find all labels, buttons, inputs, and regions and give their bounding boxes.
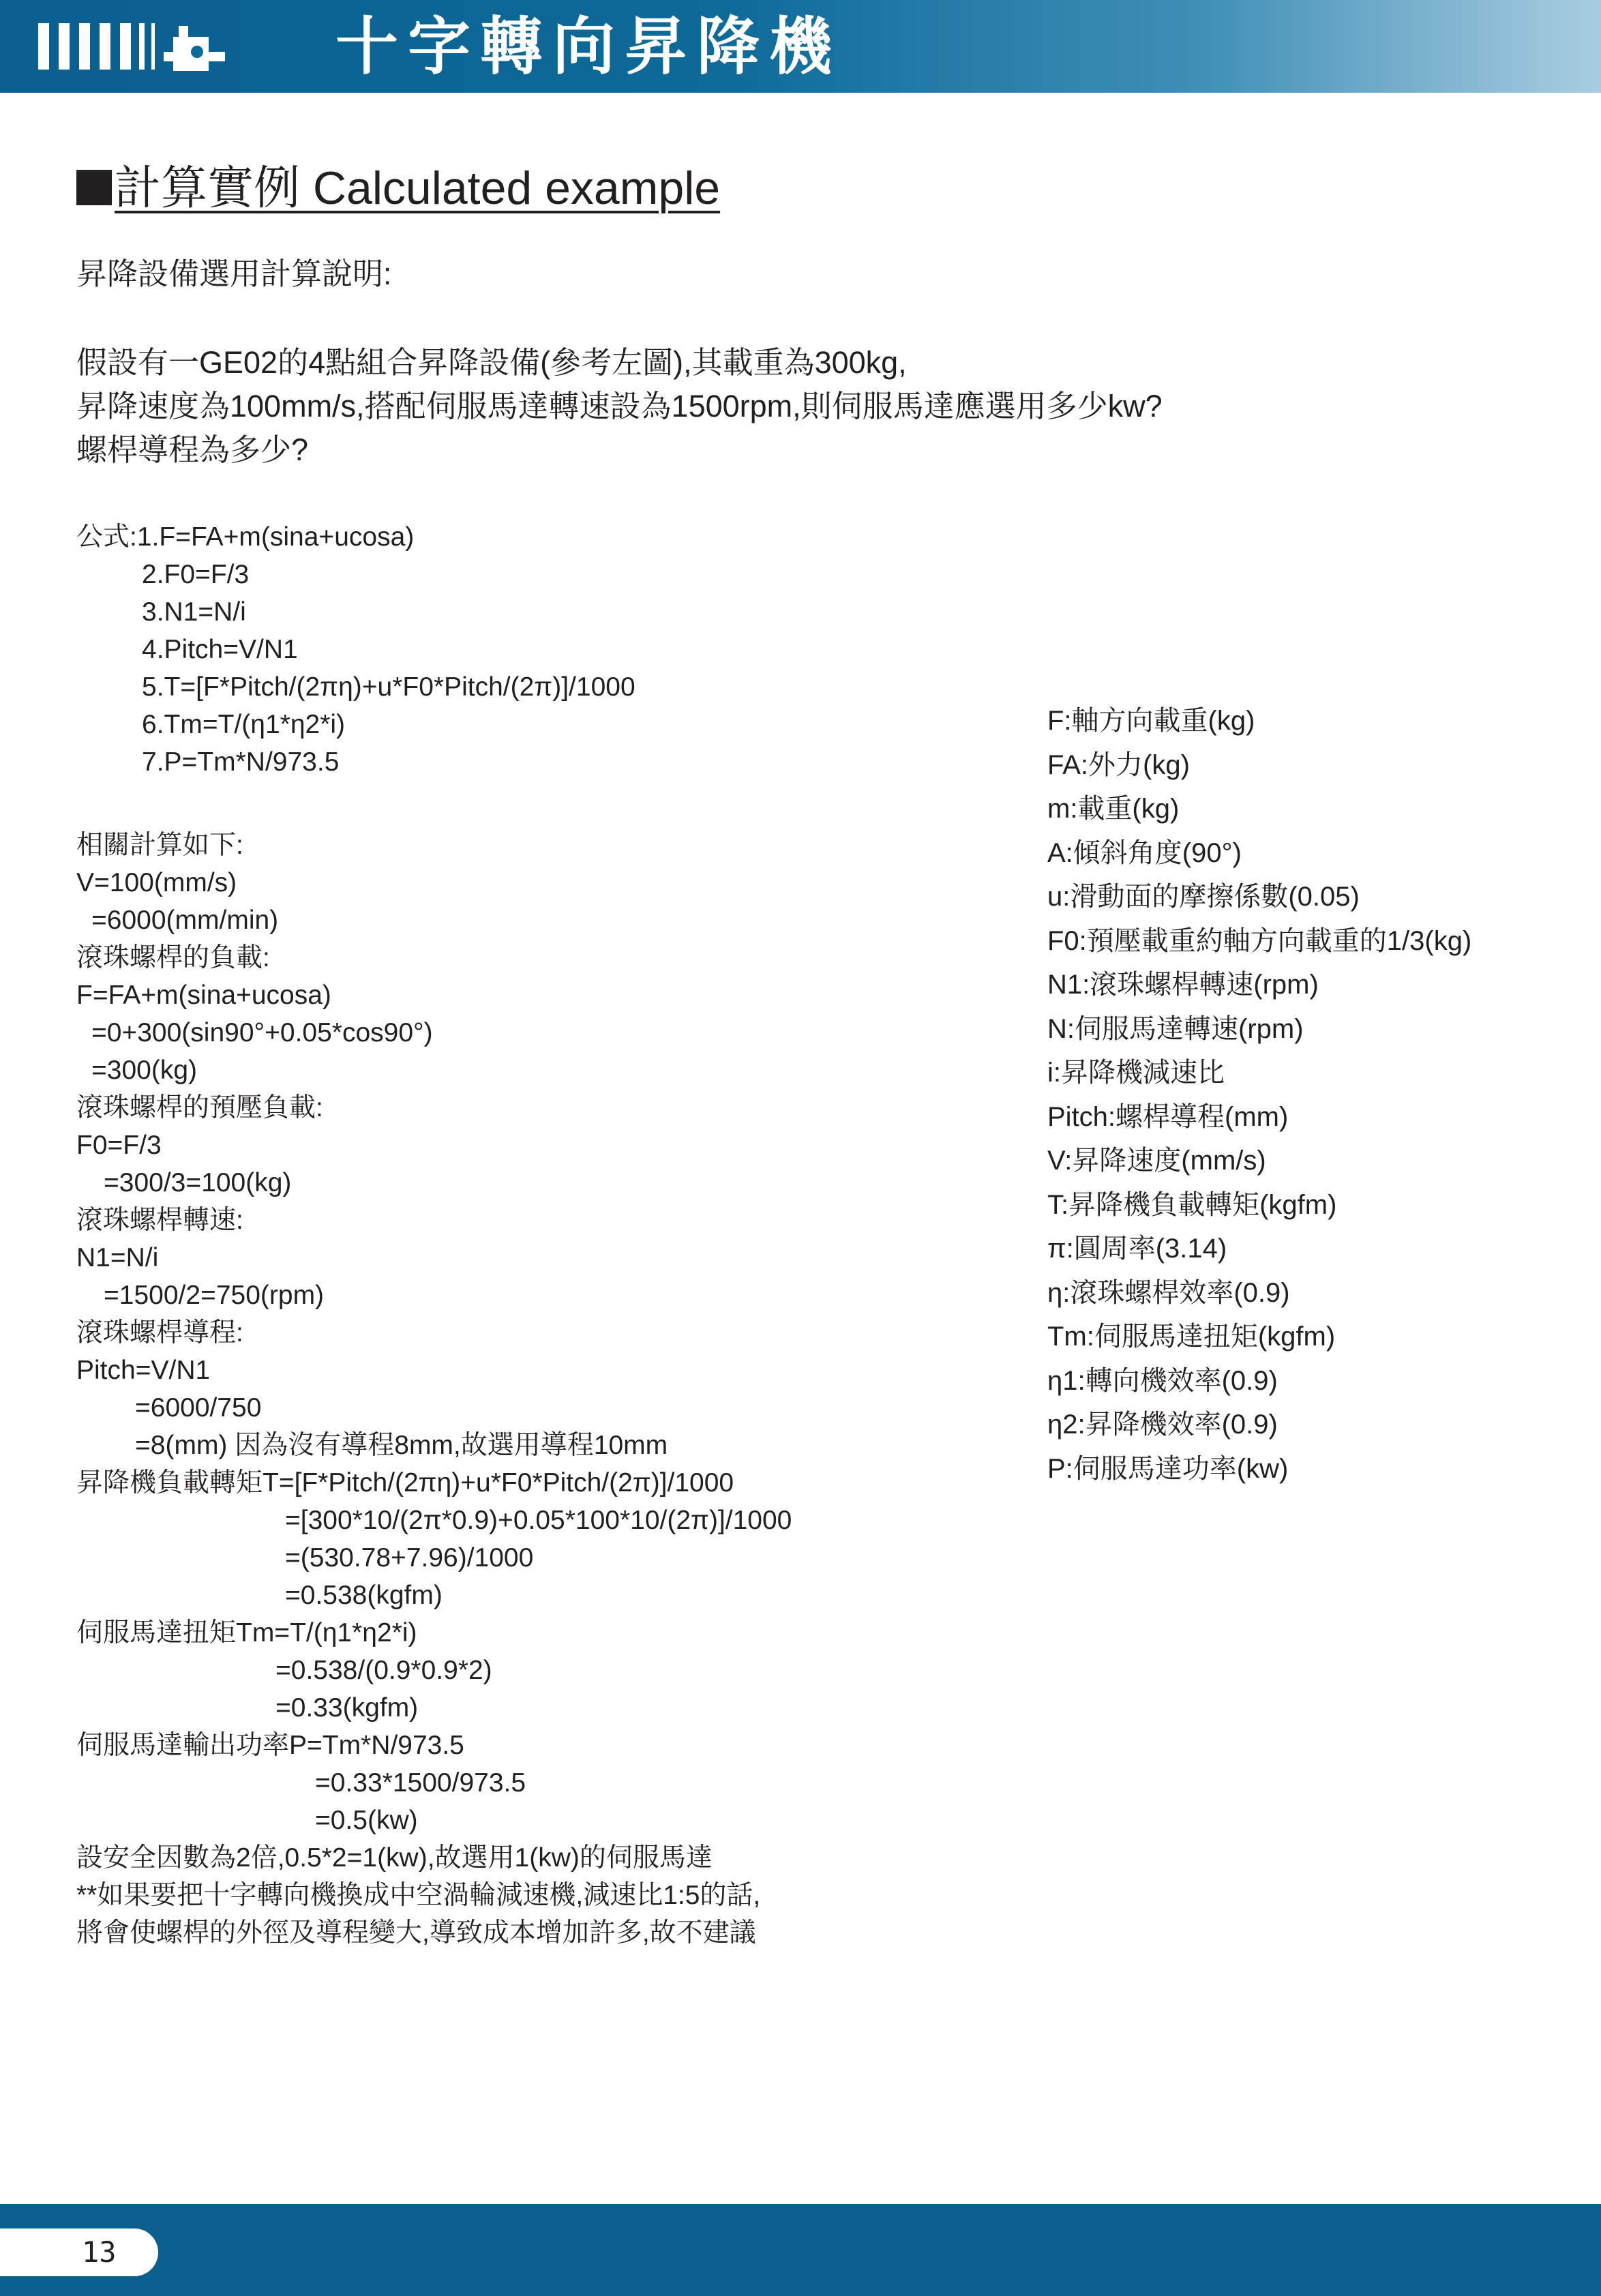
legend-item: i:昇降機減速比 bbox=[1047, 1058, 1225, 1088]
page-header-title: 十字轉向昇降機 bbox=[335, 10, 842, 83]
legend-item: A:傾斜角度(90°) bbox=[1047, 837, 1242, 868]
calc-line: 伺服馬達扭矩Tm=T/(η1*η2*i) bbox=[76, 1618, 417, 1648]
section-title bbox=[76, 155, 720, 221]
calc-line: =0.5(kw) bbox=[315, 1806, 418, 1835]
calc-line: =[300*10/(2π*0.9)+0.05*100*10/(2π)]/1000 bbox=[285, 1506, 792, 1535]
formula-list bbox=[76, 518, 635, 781]
calc-line: =6000/750 bbox=[135, 1393, 262, 1422]
calc-line: 設安全因數為2倍,0.5*2=1(kw),故選用1(kw)的伺服馬達 bbox=[76, 1843, 713, 1873]
legend-item: m:載重(kg) bbox=[1047, 794, 1180, 824]
calc-line: F=FA+m(sina+ucosa) bbox=[76, 981, 331, 1010]
formula-line: 4.Pitch=V/N1 bbox=[142, 635, 298, 664]
formula-line: 6.Tm=T/(η1*η2*i) bbox=[142, 710, 346, 739]
calc-line: =(530.78+7.96)/1000 bbox=[285, 1543, 534, 1572]
section-title-text: 計算實例 Calculated example bbox=[115, 162, 721, 214]
legend-item: η2:昇降機效率(0.9) bbox=[1047, 1410, 1278, 1440]
calc-line: 伺服馬達輸出功率P=Tm*N/973.5 bbox=[76, 1731, 464, 1760]
calc-line: =0.33(kgfm) bbox=[275, 1693, 419, 1723]
calc-line: 相關計算如下: bbox=[76, 831, 243, 860]
header-band bbox=[0, 0, 1601, 93]
legend-item: FA:外力(kg) bbox=[1047, 749, 1190, 780]
intro-heading: 昇降設備選用計算說明: bbox=[76, 256, 392, 291]
calc-line: =0+300(sin90°+0.05*cos90°) bbox=[91, 1018, 433, 1047]
footer-band bbox=[0, 2204, 1601, 2296]
legend-item: Tm:伺服馬達扭矩(kgfm) bbox=[1047, 1322, 1336, 1352]
calc-line: V=100(mm/s) bbox=[76, 868, 237, 897]
calc-line: 滾珠螺桿轉速: bbox=[76, 1206, 243, 1235]
calc-line: =8(mm) 因為沒有導程8mm,故選用導程10mm bbox=[135, 1431, 668, 1460]
legend-item: N:伺服馬達轉速(rpm) bbox=[1047, 1013, 1304, 1044]
calc-line: =0.33*1500/973.5 bbox=[315, 1768, 526, 1798]
square-bullet-icon bbox=[76, 170, 112, 205]
calc-line: 將會使螺桿的外徑及導程變大,導致成本增加許多,故不建議 bbox=[76, 1918, 756, 1948]
legend-item: P:伺服馬達功率(kw) bbox=[1047, 1453, 1289, 1484]
calc-line: **如果要把十字轉向機換成中空渦輪減速機,減速比1:5的話, bbox=[76, 1881, 761, 1910]
legend-item: η:滾珠螺桿效率(0.9) bbox=[1047, 1277, 1290, 1308]
legend-item: π:圓周率(3.14) bbox=[1047, 1234, 1227, 1264]
calc-line: =300/3=100(kg) bbox=[104, 1168, 292, 1197]
legend-item: N1:滾珠螺桿轉速(rpm) bbox=[1047, 970, 1319, 1000]
legend-item: u:滑動面的摩擦係數(0.05) bbox=[1047, 882, 1360, 912]
intro-line: 假設有一GE02的4點組合昇降設備(參考左圖),其載重為300kg, bbox=[76, 345, 907, 380]
calculation-list bbox=[76, 826, 792, 1952]
calc-line: =1500/2=750(rpm) bbox=[104, 1281, 325, 1310]
legend-item: η1:轉向機效率(0.9) bbox=[1047, 1365, 1278, 1396]
formula-line: 5.T=[F*Pitch/(2πη)+u*F0*Pitch/(2π)]/1000 bbox=[142, 672, 635, 702]
legend-item: Pitch:螺桿導程(mm) bbox=[1047, 1101, 1289, 1132]
calc-line: =0.538/(0.9*0.9*2) bbox=[275, 1656, 492, 1685]
calc-line: 滾珠螺桿導程: bbox=[76, 1318, 243, 1347]
calc-line: N1=N/i bbox=[76, 1243, 159, 1272]
formula-line: 2.F0=F/3 bbox=[142, 560, 250, 589]
legend-item: T:昇降機負載轉矩(kgfm) bbox=[1047, 1189, 1337, 1220]
calc-line: =6000(mm/min) bbox=[91, 906, 279, 935]
calc-line: F0=F/3 bbox=[76, 1131, 162, 1160]
calc-line: =0.538(kgfm) bbox=[285, 1581, 443, 1610]
calc-line: 昇降機負載轉矩T=[F*Pitch/(2πη)+u*F0*Pitch/(2π)]/1000 bbox=[76, 1468, 734, 1497]
calc-line: Pitch=V/N1 bbox=[76, 1356, 211, 1385]
gear-lifter-logo-icon bbox=[38, 19, 256, 74]
intro-line: 螺桿導程為多少? bbox=[76, 432, 309, 467]
formula-line: 3.N1=N/i bbox=[142, 597, 246, 627]
calc-line: =300(kg) bbox=[91, 1056, 198, 1085]
formula-line: 7.P=Tm*N/973.5 bbox=[142, 747, 340, 777]
legend-item: V:昇降速度(mm/s) bbox=[1047, 1146, 1266, 1176]
calc-line: 滾珠螺桿的負載: bbox=[76, 943, 270, 972]
calc-line: 滾珠螺桿的預壓負載: bbox=[76, 1093, 323, 1122]
intro-line: 昇降速度為100mm/s,搭配伺服馬達轉速設為1500rpm,則伺服馬達應選用多少kw? bbox=[76, 389, 1163, 423]
legend-item: F0:預壓載重約軸方向載重的1/3(kg) bbox=[1047, 925, 1472, 956]
legend-item: F:軸方向載重(kg) bbox=[1047, 706, 1255, 736]
symbol-legend bbox=[1047, 699, 1471, 1491]
page-number: 13 bbox=[82, 2235, 117, 2269]
formula-line: 公式:1.F=FA+m(sina+ucosa) bbox=[76, 522, 415, 552]
